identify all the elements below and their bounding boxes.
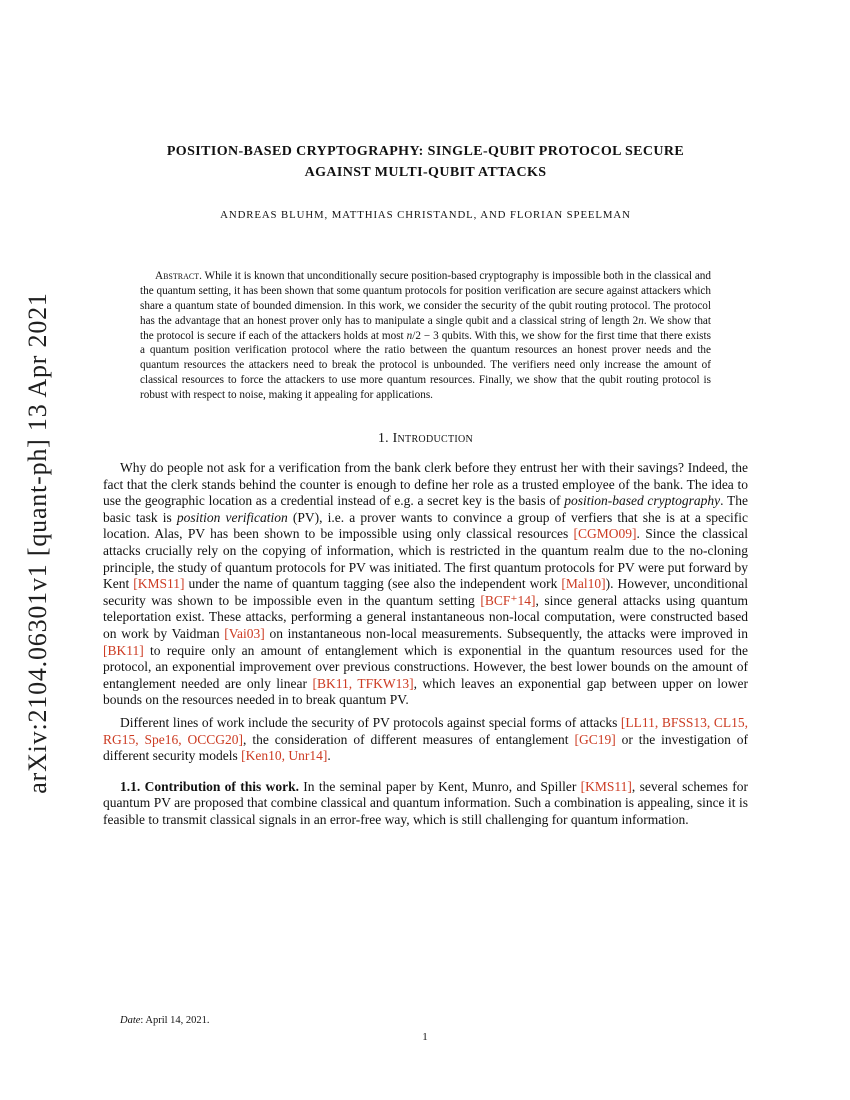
date-line [120, 1015, 210, 1026]
date-value: : April 14, 2021. [140, 1015, 210, 1026]
text-segment: Why do people not ask for a verification from the bank clerk before they entrust her with their savings? Indeed, the fact that the clerk stands behind the counter is enough to define her role as a trusted employee of the bank. The idea to use the geographic location as a credential instead of e.g. a secret key is the basis of [103, 460, 748, 509]
citation-link[interactable]: [Ken10, Unr14] [241, 748, 328, 764]
intro-paragraph-1 [103, 460, 748, 709]
page-number: 1 [422, 1031, 428, 1043]
citation-link[interactable]: [Vai03] [224, 625, 265, 641]
intro-paragraph-2 [103, 715, 748, 765]
citation-link[interactable]: [CGMO09] [573, 526, 637, 542]
text-segment: position verification [176, 509, 288, 525]
text-segment: (PV), i.e. a prover wants to convince a group of verfiers that she is at a specific location. Alas, PV has been shown to be impossible using only classical resources [103, 509, 748, 542]
text-segment: under the name of quantum tagging (see also the independent work [184, 576, 562, 592]
text-segment: 1.1. Contribution of this work. [120, 778, 299, 794]
text-segment: Different lines of work include the security of PV protocols against special forms of attacks [120, 714, 621, 730]
text-segment: . The basic task is [103, 493, 748, 525]
text-segment: . [327, 748, 331, 764]
date-label: Date [120, 1015, 141, 1026]
text-segment: Abstract. [155, 270, 202, 282]
paper-content [103, 141, 748, 828]
section-heading-introduction: 1. Introduction [377, 430, 474, 446]
text-segment: n [638, 314, 644, 327]
text-segment: /2 − 3 qubits. With this, we show for the first time that there exists a quantum position verification protocol where the ratio between the quantum resources an honest prover needs and the quantum resources the attackers need to break the protocol is unbounded. The verifiers need only increase the amount of classical resources to force the attackers to use more quantum resources. Finally, we show that the qubit routing protocol is robust with respect to noise, making it appealing for applications. [140, 329, 711, 402]
citation-link[interactable]: [BCF⁺14] [480, 592, 536, 608]
text-segment: on instantaneous non-local measurements. Subsequently, the attacks were improved in [264, 625, 748, 641]
text-segment: ). However, unconditional security was shown to be impossible even in the quantum setting [103, 576, 748, 608]
arxiv-watermark [23, 292, 53, 793]
citation-link[interactable]: [BK11, TFKW13] [312, 675, 414, 691]
text-segment: n [406, 329, 413, 342]
text-segment: , the consideration of different measures of entanglement [243, 731, 575, 747]
contribution-paragraph [103, 779, 748, 829]
paper-authors: ANDREAS BLUHM, MATTHIAS CHRISTANDL, AND FLORIAN SPEELMAN [220, 209, 631, 221]
paper-title-line-2: AGAINST MULTI-QUBIT ATTACKS [304, 165, 547, 180]
text-segment: , which leaves an exponential gap between upper on lower bounds on the resources needed in to break quantum PV. [103, 675, 749, 708]
text-segment: In the seminal paper by Kent, Munro, and Spiller [298, 778, 581, 794]
text-segment: to require only an amount of entanglement which is exponential in the quantum resources used for the protocol, an exponential improvement over previous constructions. However, the best lower bounds on the amount of entanglement needed are only linear [103, 642, 748, 691]
paper-title [103, 141, 748, 183]
citation-link[interactable]: [KMS11] [133, 576, 185, 592]
citation-link[interactable]: [Mal10] [561, 576, 606, 592]
citation-link[interactable]: [KMS11] [580, 778, 632, 794]
arxiv-watermark-text: arXiv:2104.06301v1 [quant-ph] 13 Apr 2021 [23, 292, 52, 794]
citation-link[interactable]: [BK11] [103, 642, 144, 658]
text-segment: , several schemes for quantum PV are proposed that combine classical and quantum information. Such a combination is appealing, since it is feasible to transmit classical signals in an error-free way, which is still challenging for quantum information. [103, 778, 748, 827]
citation-link[interactable]: [LL11, BFSS13, CL15, RG15, Spe16, OCCG20] [103, 714, 748, 747]
abstract [140, 269, 711, 403]
text-segment: position-based cryptography [564, 493, 721, 509]
paper-title-line-1: POSITION-BASED CRYPTOGRAPHY: SINGLE-QUBIT PROTOCOL SECURE [166, 144, 685, 159]
text-segment: . Since the classical attacks crucially rely on the copying of information, which is restricted in the quantum realm due to the no-cloning principle, the study of quantum protocols for PV was initiated. The first quantum protocols for PV were put forward by Kent [103, 526, 749, 592]
text-segment: While it is known that unconditionally secure position-based cryptography is impossible both in the classical and the quantum setting, it has been shown that some quantum protocols for position verification are secure against attackers which share a quantum state of bounded dimension. In this work, we consider the security of the qubit routing protocol. The protocol has the advantage that an honest prover only has to manipulate a single qubit and a classical string of length 2 [140, 270, 711, 327]
text-segment: . We show that the protocol is secure if each of the attackers holds at most [140, 314, 711, 342]
citation-link[interactable]: [GC19] [574, 731, 616, 747]
text-segment: or the investigation of different security models [103, 731, 748, 764]
text-segment: , since general attacks using quantum teleportation exist. These attacks, performing a general instantaneous non-local computation, were constructed based on work by Vaidman [103, 592, 748, 641]
